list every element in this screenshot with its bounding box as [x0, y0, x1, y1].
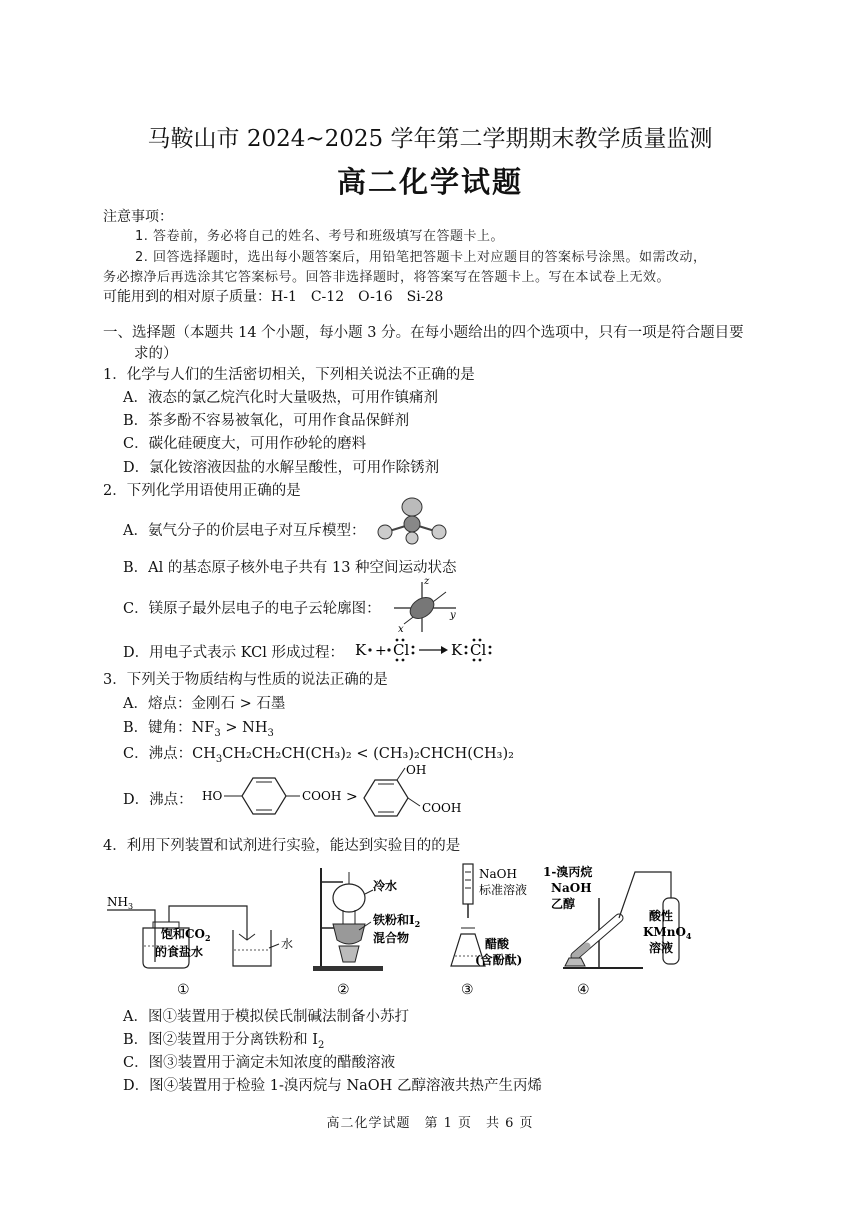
greater-than: > [346, 789, 358, 805]
naoh-label-2: NaOH [551, 881, 592, 895]
atomic-mass-line: 可能用到的相对原子质量：H-1 C-12 O-16 Si-28 [103, 289, 444, 305]
saltwater-label: 的食盐水 [155, 945, 204, 959]
axis-z-label: z [424, 576, 430, 587]
q4-b-sub: 2 [318, 1039, 325, 1051]
q1-option-a: A．液态的氯乙烷汽化时大量吸热，可用作镇痛剂 [123, 390, 438, 406]
kcl-electron-formula [353, 632, 503, 666]
q3-c-prefix: C．沸点：CH [123, 746, 216, 762]
section-heading: 一、选择题（本题共 14 个小题，每小题 3 分。在每小题给出的四个选项中，只有一项是符合题目要 [103, 325, 744, 341]
q2-stem: 2．下列化学用语使用正确的是 [103, 483, 301, 499]
mg-orbital-figure [390, 574, 460, 636]
q4-option-d: D．图④装置用于检验 1-溴丙烷与 NaOH 乙醇溶液共热产生丙烯 [123, 1078, 542, 1094]
exam-subtitle: 高二化学试题 [336, 165, 523, 199]
cl-ion: Cl [470, 641, 487, 659]
q4-option-b [123, 1028, 324, 1051]
ethanol-label: 乙醇 [551, 897, 576, 911]
q4-apparatus-figure [103, 858, 703, 1000]
q3-stem: 3．下列关于物质结构与性质的说法正确的是 [103, 672, 388, 688]
q2-option-a: A．氨气分子的价层电子对互斥模型： [123, 523, 366, 539]
q3-option-c [123, 742, 514, 765]
q3-option-d: D．沸点： [123, 792, 193, 808]
notice-item-2a: 2. 回答选择题时，选出每小题答案后，用铅笔把答题卡上对应题目的答案标号涂黑。如需改动， [135, 250, 707, 265]
acidic-label: 酸性 [649, 909, 674, 923]
solution-label: 溶液 [649, 941, 674, 955]
cooh-label-1: COOH [302, 789, 342, 803]
q1-stem: 1．化学与人们的生活密切相关，下列相关说法不正确的是 [103, 367, 475, 383]
q3-b-mid: > NH [220, 720, 268, 736]
hydroxybenzoic-acids-figure [200, 764, 470, 820]
k-atom: K [355, 641, 367, 659]
q4-b-text: B．图②装置用于分离铁粉和 I [123, 1032, 318, 1048]
q2-option-d: D．用电子式表示 KCl 形成过程： [123, 645, 345, 661]
exam-title: 马鞍山市 2024~2025 学年第二学期期末教学质量监测 [147, 126, 713, 152]
q4-option-a: A．图①装置用于模拟侯氏制碱法制备小苏打 [123, 1009, 409, 1025]
cooh-label-2: COOH [422, 801, 462, 815]
bromopropane-label: 1-溴丙烷 [543, 865, 593, 879]
apparatus-3-number: ③ [461, 982, 474, 998]
section-heading-cont: 求的） [134, 346, 178, 362]
q1-option-b: B．茶多酚不容易被氧化，可用作食品保鲜剂 [123, 413, 410, 429]
q3-option-b [123, 716, 274, 739]
q4-option-c: C．图③装置用于滴定未知浓度的醋酸溶液 [123, 1055, 396, 1071]
notice-item-2b: 务必擦净后再选涂其它答案标号。回答非选择题时，将答案写在答题卡上。写在本试卷上无效。 [103, 270, 671, 285]
q1-option-c: C．碳化硅硬度大，可用作砂轮的磨料 [123, 436, 367, 452]
notice-heading: 注意事项： [103, 209, 173, 225]
cold-water-label: 冷水 [373, 879, 398, 893]
plus-sign: + [375, 643, 387, 659]
ho-label: HO [202, 789, 223, 803]
page-footer: 高二化学试题 第 1 页 共 6 页 [326, 1116, 534, 1131]
fe-i2-label: 铁粉和$I_2$ [373, 913, 421, 929]
nh3-label: $NH_3$ [107, 895, 134, 911]
cl-atom: Cl [393, 641, 410, 659]
nh3-vsepr-model-figure [372, 496, 452, 546]
standard-solution-label: 标准溶液 [479, 883, 528, 897]
notice-item-1: 1. 答卷前，务必将自己的姓名、考号和班级填写在答题卡上。 [135, 229, 505, 244]
q1-option-d: D．氯化铵溶液因盐的水解呈酸性，可用作除锈剂 [123, 460, 440, 476]
acetic-acid-label: 醋酸 [485, 937, 510, 951]
axis-x-label: x [398, 624, 404, 635]
axis-y-label: y [450, 610, 456, 621]
oh-label: OH [406, 764, 427, 777]
q3-b-sub2: 3 [267, 727, 274, 739]
kmno4-label: KMnO$_4$ [643, 925, 692, 941]
q3-c-sub: 3 [215, 753, 223, 765]
q3-c-rest: CH₂CH₂CH(CH₃)₂ < (CH₃)₂CHCH(CH₃)₂ [222, 746, 514, 762]
apparatus-3 [451, 864, 527, 998]
q2-option-c: C．镁原子最外层电子的电子云轮廓图： [123, 601, 381, 617]
q2-option-b: B．Al 的基态原子核外电子共有 13 种空间运动状态 [123, 560, 457, 576]
apparatus-4 [543, 864, 692, 998]
q3-b-sub1: 3 [214, 727, 221, 739]
water-label: 水 [281, 937, 294, 951]
apparatus-4-number: ④ [577, 982, 590, 998]
saturated-co2-label: 饱和$CO_2$ [161, 927, 211, 943]
q3-option-a: A．熔点：金刚石 > 石墨 [123, 696, 286, 712]
q4-stem: 4．利用下列装置和试剂进行实验，能达到实验目的的是 [103, 838, 461, 854]
q3-b-prefix: B．键角：NF [123, 720, 215, 736]
apparatus-1 [107, 895, 293, 998]
apparatus-2-number: ② [337, 982, 350, 998]
naoh-label: NaOH [479, 867, 517, 881]
apparatus-1-number: ① [177, 982, 190, 998]
phenolphthalein-label: (含酚酞) [475, 953, 523, 967]
apparatus-2 [313, 868, 420, 998]
mixture-label: 混合物 [373, 931, 410, 945]
k-ion: K [451, 641, 463, 659]
